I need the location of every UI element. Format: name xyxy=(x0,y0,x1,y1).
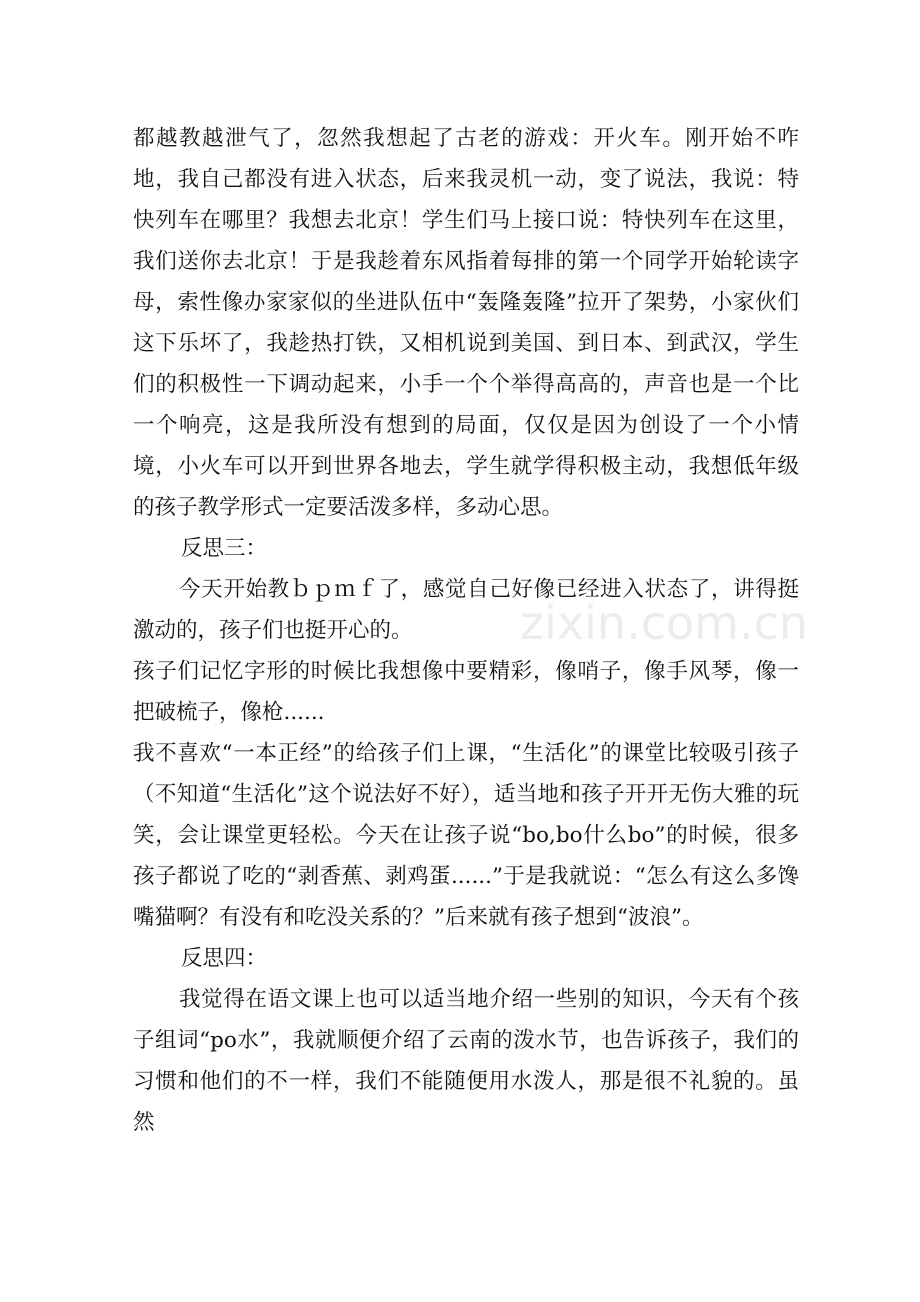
watermark: zixin.com.cn xyxy=(520,596,809,650)
paragraph-reflection-3-intro: 今天开始教ｂｐｍｆ了，感觉自己好像已经进入状态了，讲得挺激动的，孩子们也挺开心的。 xyxy=(133,577,799,643)
document-body xyxy=(133,118,809,1143)
paragraph-continued: 都越教越泄气了，忽然我想起了古老的游戏：开火车。刚开始不咋地，我自己都没有进入状态，后来我灵机一动，变了说法，我说：特快列车在哪里？我想去北京！学生们马上接口说：特快列车在这里，我们送你去北京！于是我趁着东风指着每排的第一个同学开始轮读字母，索性像办家家似的坐进队伍中“轰隆轰隆”拉开了架势，小家伙们这下乐坏了，我趁热打铁，又相机说到美国、到日本、到武汉，学生们的积极性一下调动起来，小手一个个举得高高的，声音也是一个比一个响亮，这是我所没有想到的局面，仅仅是因为创设了一个小情境，小火车可以开到世界各地去，学生就学得积极主动，我想低年级的孩子教学形式一定要活泼多样，多动心思。 xyxy=(133,126,799,520)
paragraph-glyph-memory: 孩子们记忆字形的时候比我想像中要精彩，像哨子，像手风琴，像一把破梳子，像枪...... xyxy=(133,659,799,725)
section-heading-reflection-4: 反思四： xyxy=(181,946,268,971)
section-heading-reflection-3: 反思三： xyxy=(181,536,268,561)
paragraph-reflection-4: 我觉得在语文课上也可以适当地介绍一些别的知识，今天有个孩子组词“po水”，我就顺便介绍了云南的泼水节，也告诉孩子，我们的习惯和他们的不一样，我们不能随便用水泼人，那是很不礼貌的。虽然 xyxy=(133,987,799,1135)
paragraph-life-classroom: 我不喜欢“一本正经”的给孩子们上课，“生活化”的课堂比较吸引孩子（不知道“生活化”这个说法好不好），适当地和孩子开开无伤大雅的玩笑，会让课堂更轻松。今天在让孩子说“bo,bo什么bo”的时候，很多孩子都说了吃的“剥香蕉、剥鸡蛋......”于是我就说：“怎么有这么多馋嘴猫啊？有没有和吃没关系的？”后来就有孩子想到“波浪”。 xyxy=(133,741,799,930)
